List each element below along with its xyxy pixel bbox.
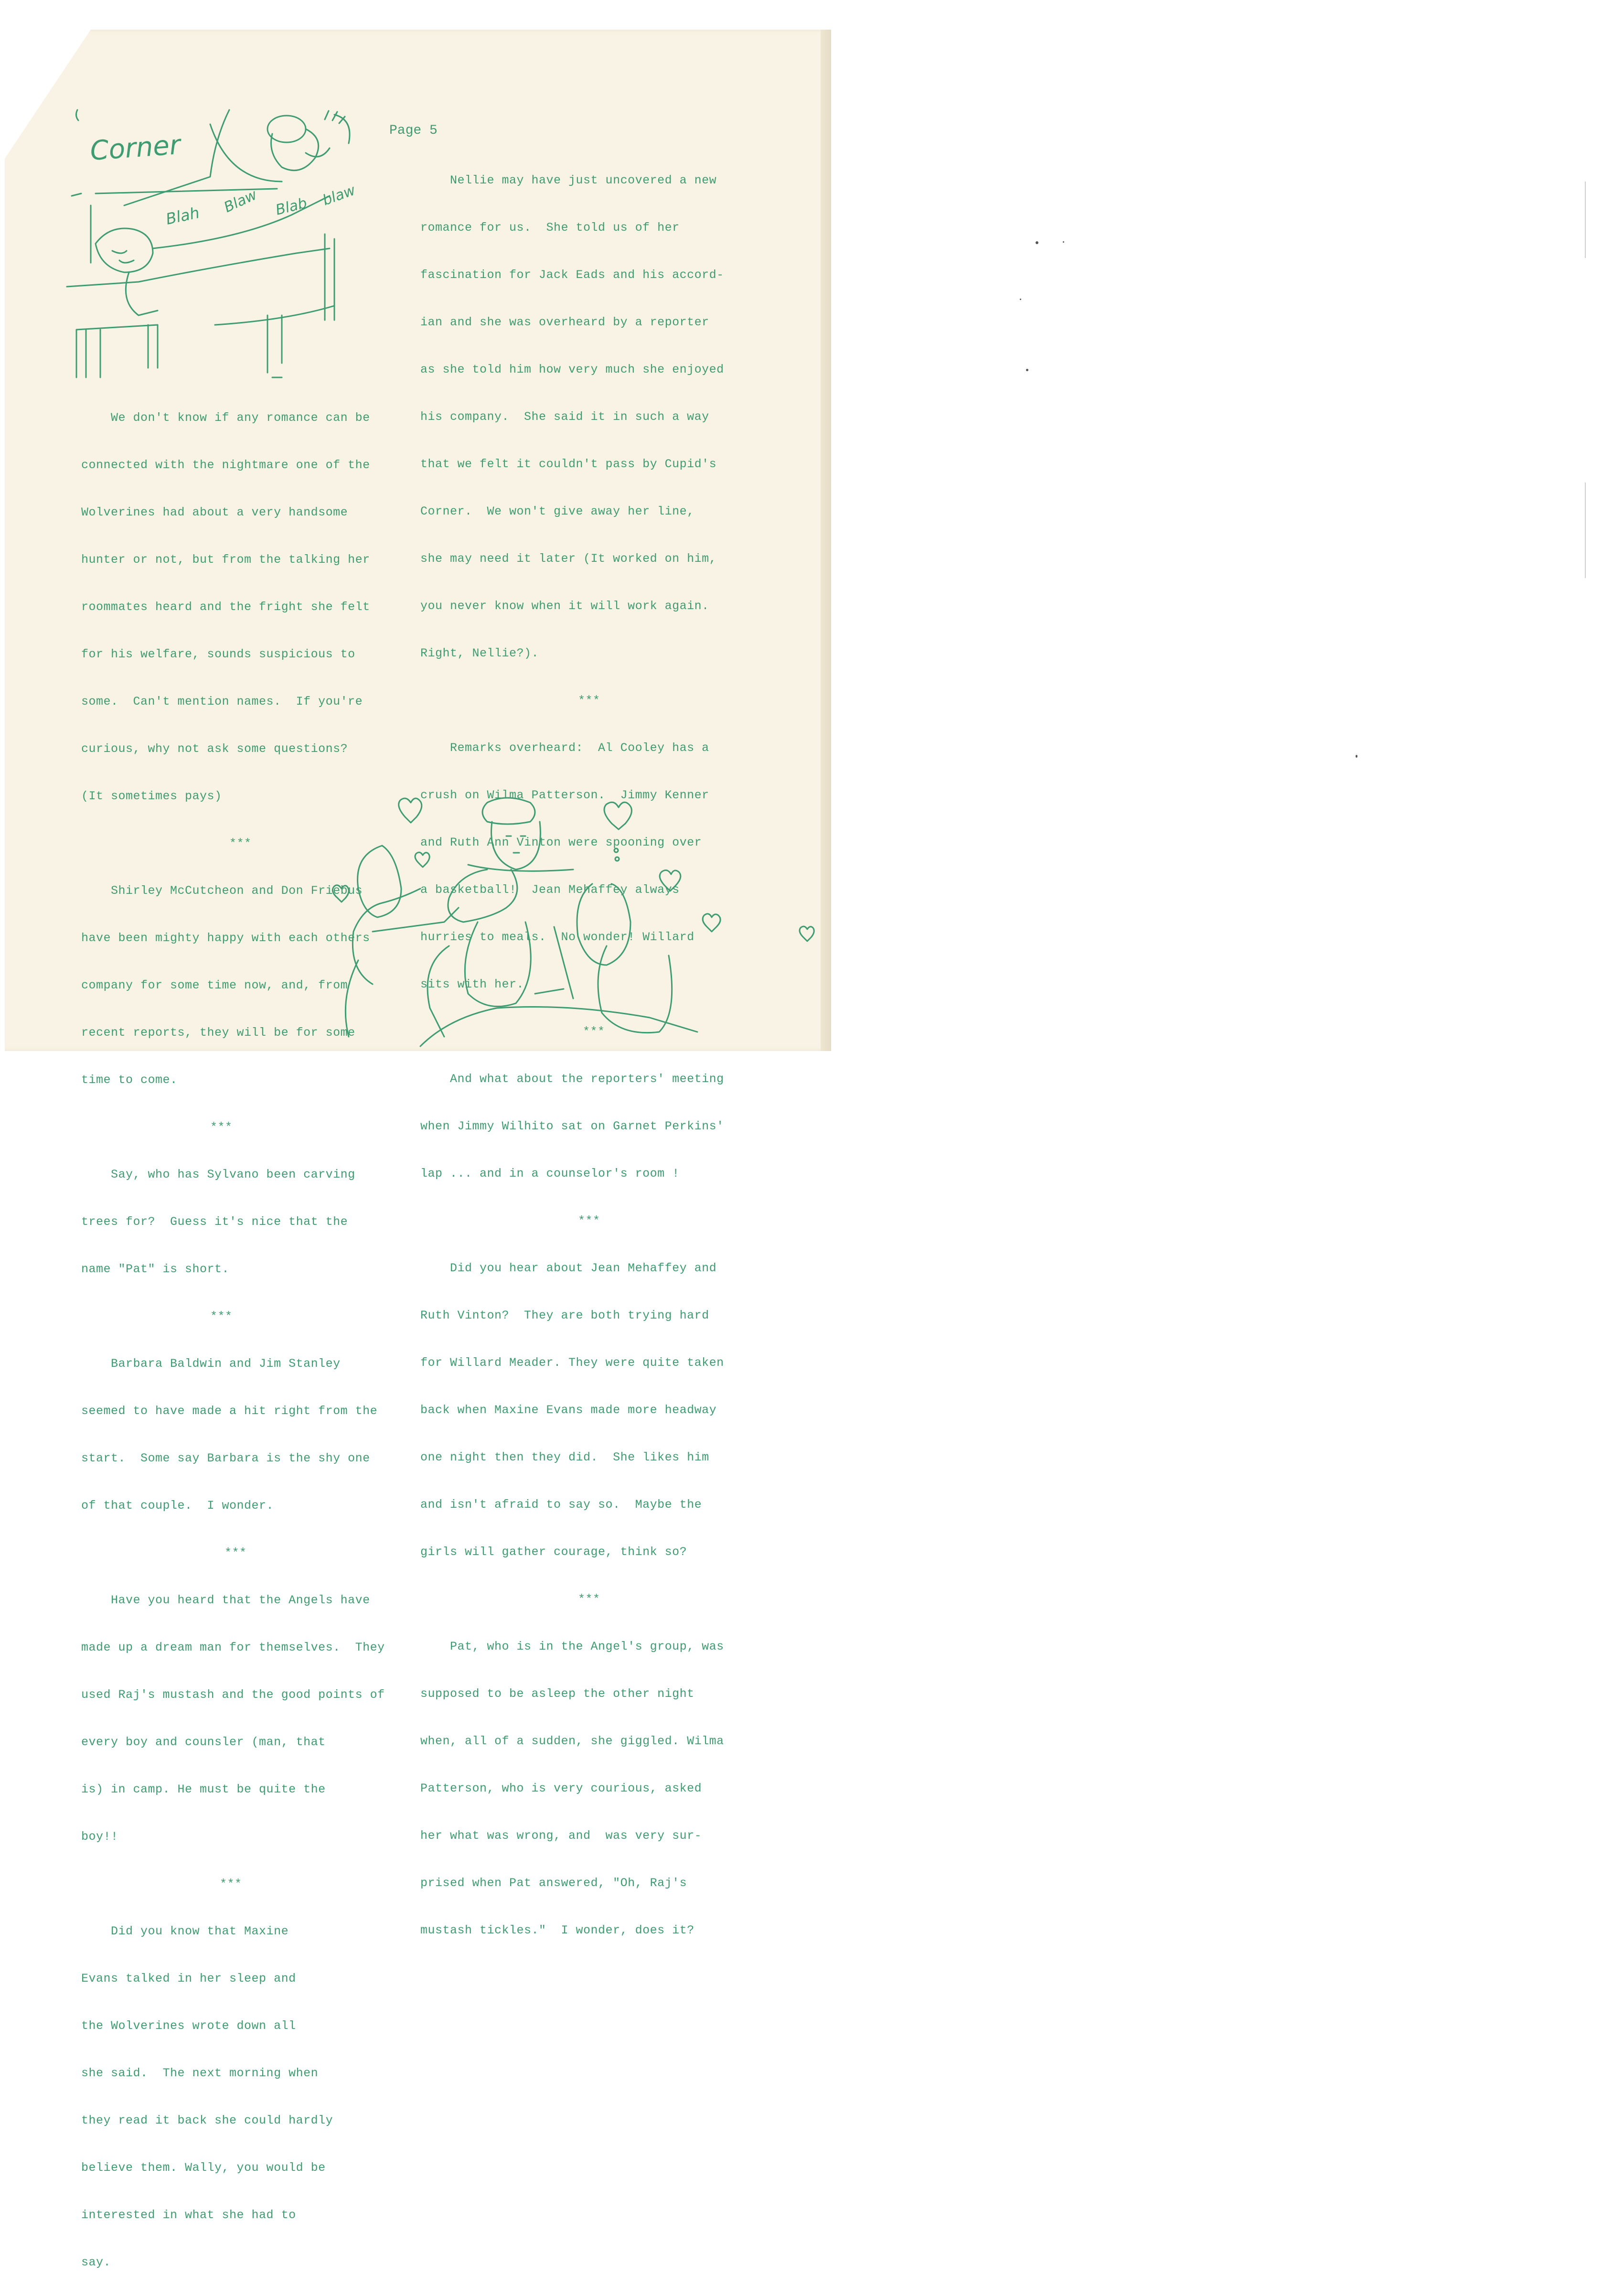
text-line: back when Maxine Evans made more headway [420,1403,717,1417]
page-number: Page 5 [389,123,438,138]
text-line: curious, why not ask some questions? [81,742,348,756]
text-line: they read it back she could hardly [81,2114,333,2127]
scan-speck [1026,369,1028,371]
corner-title: Corner [89,129,182,167]
separator-stars: *** [229,837,252,850]
text-line: And what about the reporters' meeting [420,1072,724,1086]
separator [420,1591,724,1607]
text-line: of that couple. I wonder. [81,1499,274,1513]
text-line: recent reports, they will be for some [81,1026,355,1040]
text-line: Say, who has Sylvano been carving [81,1168,355,1181]
heart-icon [703,914,720,932]
separator-stars: *** [583,1025,605,1039]
text-line: say. [81,2255,111,2269]
separator [81,1309,385,1324]
separator [420,693,724,708]
text-line: We don't know if any romance can be [81,411,370,425]
separator-stars: *** [210,1309,233,1323]
separator [81,1545,385,1561]
text-line: lap ... and in a counselor's room ! [420,1167,680,1181]
scan-edge-line [1585,483,1586,578]
text-line: that we felt it couldn't pass by Cupid's [420,457,717,471]
text-line: Have you heard that the Angels have [81,1593,370,1607]
text-line: she said. The next morning when [81,2066,319,2080]
text-line: Nellie may have just uncovered a new [420,173,717,187]
text-line: is) in camp. He must be quite the [81,1782,326,1796]
scan-speck [1356,755,1357,758]
scan-speck [1063,241,1064,243]
speech-blaw-2: blaw [320,182,358,209]
text-line: when Jimmy Wilhito sat on Garnet Perkins' [420,1119,724,1133]
text-line: fascination for Jack Eads and his accord- [420,268,724,282]
text-line: her what was wrong, and was very sur- [420,1829,702,1843]
text-line: supposed to be asleep the other night [420,1687,694,1701]
text-line: have been mighty happy with each others [81,931,370,945]
text-line: ian and she was overheard by a reporter [420,315,709,329]
text-line: a basketball! Jean Mehaffey always [420,883,680,897]
text-line: Ruth Vinton? They are both trying hard [420,1309,709,1322]
text-line: for Willard Meader. They were quite taken [420,1356,724,1370]
text-line: hurries to meals. No wonder! Willard [420,930,694,944]
separator-stars: *** [578,1592,600,1606]
heart-icon [332,885,349,902]
text-line: (It sometimes pays) [81,789,222,803]
text-line: time to come. [81,1073,178,1087]
scan-speck [1020,299,1021,300]
separator [420,1213,724,1229]
heart-icon [415,852,429,867]
separator [81,1119,385,1135]
heart-icon [399,798,422,823]
text-line: Corner. We won't give away her line, [420,504,694,518]
text-line: Patterson, who is very courious, asked [420,1782,702,1795]
text-line: believe them. Wally, you would be [81,2161,326,2175]
text-line: Wolverines had about a very handsome [81,505,348,519]
text-line: as she told him how very much she enjoyed [420,363,724,376]
separator-stars: *** [210,1120,233,1134]
text-line: made up a dream man for themselves. They [81,1641,385,1654]
speech-blab: Blab [274,194,309,219]
text-line: connected with the nightmare one of the [81,458,370,472]
heart-icon [660,870,681,891]
text-line: roommates heard and the fright she felt [81,600,370,614]
text-line: boy!! [81,1830,118,1844]
heart-icon [800,926,814,941]
text-line: Evans talked in her sleep and [81,1972,296,1985]
text-line: prised when Pat answered, "Oh, Raj's [420,1876,687,1890]
text-line: company for some time now, and, from [81,978,348,992]
text-line: his company. She said it in such a way [420,410,709,424]
scan-edge-line [1585,182,1586,258]
text-line: she may need it later (It worked on him, [420,552,717,566]
header-illustration [67,96,392,392]
bottom-illustration [325,788,822,1051]
separator-stars: *** [220,1877,242,1891]
text-line: mustash tickles." I wonder, does it? [420,1923,694,1937]
text-line: sits with her. [420,977,524,991]
separator [81,1876,385,1892]
text-line: Shirley McCutcheon and Don Friebus [81,884,363,898]
text-line: every boy and counsler (man, that [81,1735,326,1749]
text-line: one night then they did. She likes him [420,1450,709,1464]
text-line: romance for us. She told us of her [420,221,680,235]
text-line: Pat, who is in the Angel's group, was [420,1640,724,1653]
text-line: when, all of a sudden, she giggled. Wilma [420,1734,724,1748]
text-line: Remarks overheard: Al Cooley has a [420,741,709,755]
separator-stars: *** [224,1546,247,1560]
text-line: seemed to have made a hit right from the [81,1404,378,1418]
speech-blah-1: Blah [164,203,201,228]
text-line: Barbara Baldwin and Jim Stanley [81,1357,341,1371]
page-edge [821,30,831,1051]
separator-stars: *** [578,1214,600,1228]
text-line: some. Can't mention names. If you're [81,695,363,708]
text-line: Right, Nellie?). [420,646,539,660]
text-line: the Wolverines wrote down all [81,2019,296,2033]
separator-stars: *** [578,694,600,708]
scan-speck [1036,241,1038,244]
text-line: used Raj's mustash and the good points of [81,1688,385,1702]
text-line: trees for? Guess it's nice that the [81,1215,348,1229]
text-line: Did you know that Maxine [81,1924,289,1938]
text-line: and isn't afraid to say so. Maybe the [420,1498,702,1512]
text-line: name "Pat" is short. [81,1262,230,1276]
text-line: girls will gather courage, think so? [420,1545,687,1559]
text-line: and Ruth Ann Vinton were spooning over [420,836,702,849]
text-line: for his welfare, sounds suspicious to [81,647,355,661]
text-line: you never know when it will work again. [420,599,709,613]
left-column [81,378,385,2286]
text-line: start. Some say Barbara is the shy one [81,1451,370,1465]
text-line: hunter or not, but from the talking her [81,553,370,567]
heart-icon [604,802,631,829]
text-line: Did you hear about Jean Mehaffey and [420,1261,717,1275]
text-line: crush on Wilma Patterson. Jimmy Kenner [420,788,709,802]
speech-blaw-1: Blaw [221,186,260,216]
text-line: interested in what she had to [81,2208,296,2222]
